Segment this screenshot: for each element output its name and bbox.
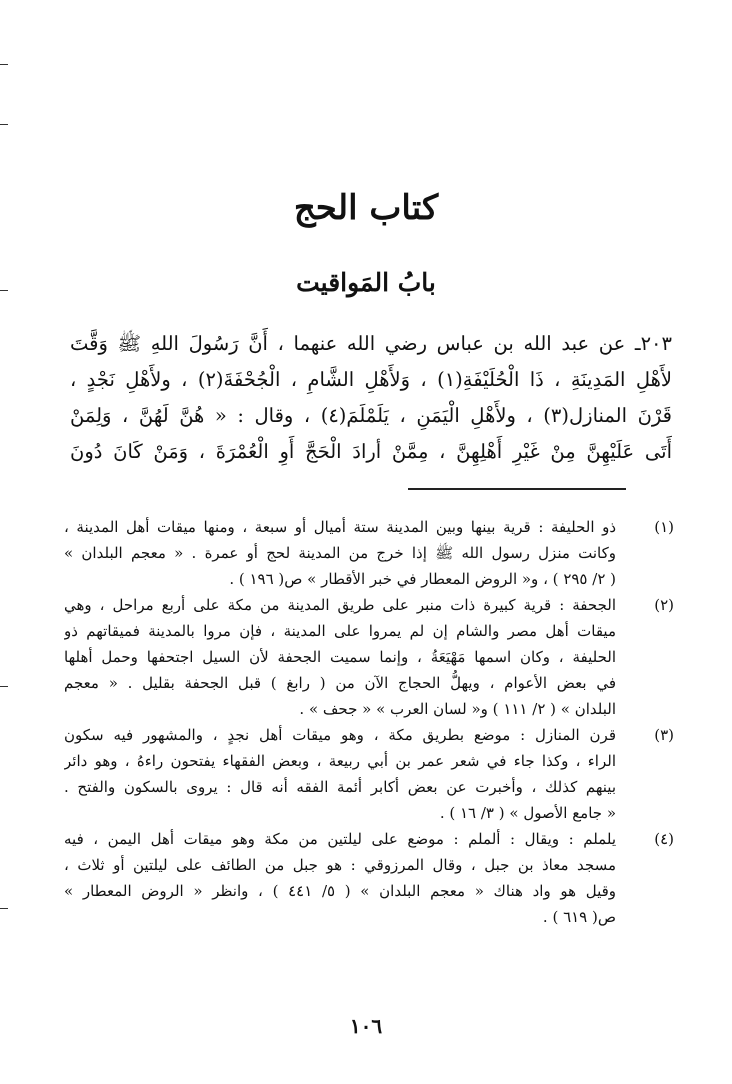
footnote-line: الجحفة : قرية كبيرة ذات منبر على طريق المدينة من مكة على أربع مراحل ، وهي — [64, 596, 616, 614]
page-number: ١٠٦ — [349, 1014, 383, 1038]
footnote — [64, 826, 674, 930]
footnote-line: ص( ٦١٩ ) . — [542, 908, 616, 926]
footnote-line: الراء ، وكذا جاء في شعر عمر بن أبي ربيعة ، وبعض الفقهاء يفتحون راءهُ ، وهو دائر — [64, 752, 616, 770]
footnote-line: الحليفة ، وكان اسمها مَهْيَعَةُ ، وإنما سميت الجحفة لأن السيل اجتحفها وحمل أهلها — [64, 648, 616, 666]
footnote-line: ذو الحليفة : قرية بينها وبين المدينة ستة أميال أو سبعة ، ومنها ميقات أهل المدينة ، — [64, 518, 616, 536]
footnote-separator — [408, 488, 626, 490]
footnote-line: قرن المنازل : موضع بطريق مكة ، وهو ميقات أهل نجدٍ ، والمشهور فيه سكون — [64, 726, 616, 744]
book-title: كتاب الحج — [293, 188, 439, 228]
footnote-number: (٣) — [654, 726, 674, 744]
footnote-line: مسجد معاذ بن جبل ، وقال المرزوقي : هو جبل من الطائف على ليلتين أو ثلاث ، — [64, 856, 616, 874]
chapter-title: بابُ المَواقيت — [296, 268, 436, 297]
footnote — [64, 722, 674, 826]
footnote-line: ( ٢/ ٢٩٥ ) ، و« الروض المعطار في خبر الأقطار » ص( ١٩٦ ) . — [229, 570, 616, 588]
footnote-line: في بعض الأعوام ، ويهلُّ الحجاج الآن من ( رابغ ) قبل الجحفة بقليل . « معجم — [64, 674, 616, 692]
footnote-line: وقيل هو واد هناك « معجم البلدان » ( ٥/ ٤٤١ ) ، وانظر « الروض المعطار » — [64, 882, 616, 900]
footnote — [64, 592, 674, 722]
footnote-number: (٤) — [654, 830, 674, 848]
scan-edge-mark — [0, 124, 8, 125]
footnote-line: بينهم كذلك ، وأخبرت عن بعض أكابر أئمة الفقه أنه قال : يروى بالسكون والفتح . — [64, 778, 616, 796]
hadith-text — [70, 326, 672, 470]
scan-edge-mark — [0, 908, 8, 909]
footnote — [64, 514, 674, 592]
hadith-line: أَتَى عَلَيْهِنَّ مِنْ غَيْرِ أَهْلِهِنَّ ، مِمَّنْ أرادَ الْحَجَّ أَوِ الْعُمْرَةَ ، وَمَنْ كَانَ دُونَ — [70, 440, 672, 463]
footnote-line: ميقات أهل مصر والشام إن لم يمروا على المدينة ، فإن مروا بالمدينة فميقاتهم ذو — [64, 622, 616, 640]
footnotes — [64, 514, 674, 930]
hadith-line: لأَهْلِ المَدِينَةِ ، ذَا الْحُلَيْفَةِ(١) ، وَلأَهْلِ الشَّامِ ، الْجُحْفَةَ(٢) ، ولأَهْلِ نَجْدٍ ، — [70, 368, 672, 391]
footnote-line: وكانت منزل رسول الله ﷺ إذا خرج من المدينة لحج أو عمرة . « معجم البلدان » — [64, 544, 616, 562]
scan-edge-mark — [0, 686, 8, 687]
footnote-number: (١) — [654, 518, 674, 536]
scan-edge-mark — [0, 64, 8, 65]
footnote-number: (٢) — [654, 596, 674, 614]
hadith-line: ٢٠٣ـ عن عبد الله بن عباس رضي الله عنهما ، أَنَّ رَسُولَ اللهِ ﷺ وَقَّتَ — [70, 332, 672, 355]
footnote-line: « جامع الأصول » ( ٣/ ١٦ ) . — [439, 804, 616, 822]
footnote-line: البلدان » ( ٢/ ١١١ ) و« لسان العرب » « جحف » . — [299, 700, 616, 718]
footnote-line: يلملم : ويقال : ألملم : موضع على ليلتين من مكة وهو ميقات أهل اليمن ، فيه — [64, 830, 616, 848]
hadith-line: قَرْنَ المنازل(٣) ، ولأَهْلِ الْيَمَنِ ، يَلَمْلَمَ(٤) ، وقال : « هُنَّ لَهُنَّ ، وَلِمَنْ — [70, 404, 672, 427]
